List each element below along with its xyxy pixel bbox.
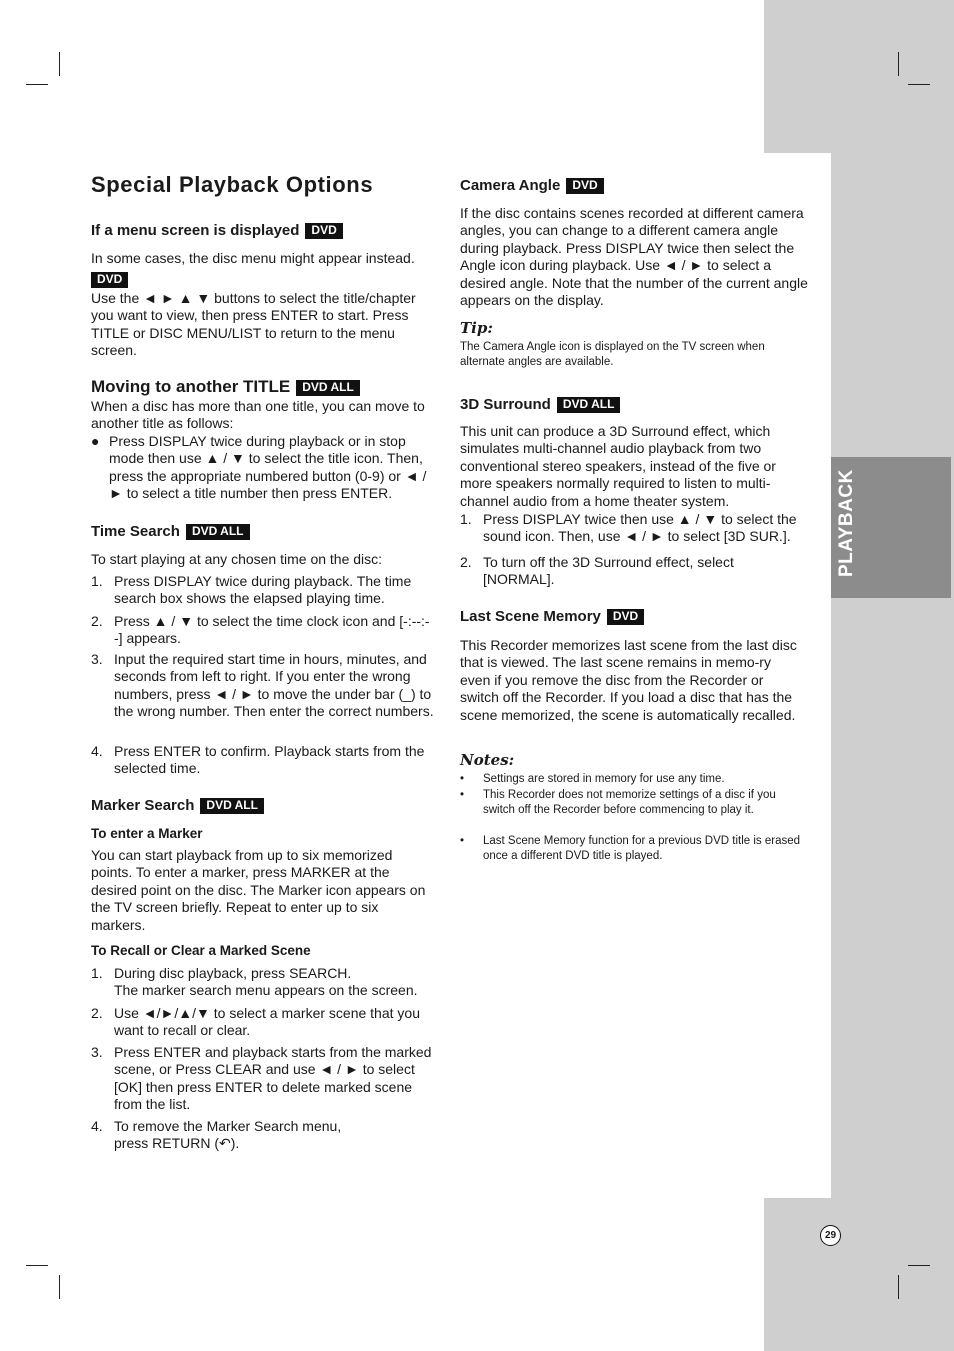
recall-step: 3. Press ENTER and playback starts from the marked scene, or Press CLEAR and use ◄ / ► to select [OK] then press ENTER to delete marked scene from the list. <box>91 1044 432 1113</box>
note-item: • This Recorder does not memorize settings of a disc if you switch off the Recorder before commencing to play it. <box>460 789 776 816</box>
dvd-badge: DVD <box>91 272 128 288</box>
moving-title-heading: Moving to another TITLE DVD ALL <box>91 377 360 397</box>
menu-screen-intro: In some cases, the disc menu might appear instead. <box>91 250 415 266</box>
dvd-badge: DVD <box>566 178 603 194</box>
bullet-icon: ● <box>91 433 100 449</box>
time-search-step: 2. Press ▲ / ▼ to select the time clock icon and [-:--:--] appears. <box>91 613 430 647</box>
crop-mark <box>26 84 48 85</box>
time-search-step: 1. Press DISPLAY twice during playback. The time search box shows the elapsed playing time. <box>91 573 412 607</box>
dvd-badge: DVD <box>305 223 342 239</box>
page-title: Special Playback Options <box>91 172 374 197</box>
surround-step: 1. Press DISPLAY twice then use ▲ / ▼ to select the sound icon. Then, use ◄ / ► to select [3D SUR.]. <box>460 511 797 545</box>
surround-body: This unit can produce a 3D Surround effect, which simulates multi-channel audio playback from two conventional stereo speakers, instead of the five or more speakers normally required to listen to multi-channel audio from a home theater system. <box>460 423 776 509</box>
time-search-heading: Time Search DVD ALL <box>91 523 250 540</box>
section-tab-label: PLAYBACK <box>836 469 857 577</box>
dvd-all-badge: DVD ALL <box>296 380 360 396</box>
dvd-all-badge: DVD ALL <box>200 798 264 814</box>
menu-screen-heading: If a menu screen is displayed DVD <box>91 222 343 239</box>
crop-mark <box>26 1265 48 1266</box>
time-search-step: 4. Press ENTER to confirm. Playback starts from the selected time. <box>91 743 425 777</box>
marker-search-heading: Marker Search DVD ALL <box>91 797 264 814</box>
note-item: • Settings are stored in memory for use any time. <box>460 773 725 785</box>
note-item: • Last Scene Memory function for a previous DVD title is erased once a different DVD title is played. <box>460 835 801 862</box>
time-search-intro: To start playing at any chosen time on the disc: <box>91 551 383 567</box>
camera-angle-heading: Camera Angle DVD <box>460 177 604 194</box>
enter-marker-body: You can start playback from up to six memorized points. To enter a marker, press MARKER at the desired point on the disc. The Marker icon appears on the TV screen briefly. Repeat to enter up to six markers. <box>91 847 426 933</box>
last-scene-heading: Last Scene Memory DVD <box>460 608 644 625</box>
recall-marker-heading: To Recall or Clear a Marked Scene <box>91 943 311 958</box>
tip-label: Tip: <box>460 319 493 337</box>
moving-title-bullet: ● Press DISPLAY twice during playback or in stop mode then use ▲ / ▼ to select the title icon. Then, press the appropriate numbered button (0-9) or ◄ / ► to select a title number then press ENTER. <box>91 433 427 502</box>
side-band-bottom <box>764 1198 954 1351</box>
recall-step: 4. To remove the Marker Search menu, press RETURN (↶). <box>91 1118 342 1152</box>
crop-mark <box>59 52 60 76</box>
bullet-icon: • <box>460 789 465 801</box>
crop-mark <box>898 52 899 76</box>
side-band-middle <box>831 153 954 1198</box>
surround-heading: 3D Surround DVD ALL <box>460 396 620 413</box>
surround-step: 2. To turn off the 3D Surround effect, select [NORMAL]. <box>460 554 734 588</box>
bullet-icon: • <box>460 835 465 847</box>
moving-title-body: When a disc has more than one title, you can move to another title as follows: <box>91 398 425 432</box>
page-number: 29 <box>820 1225 841 1246</box>
crop-mark <box>898 1275 899 1299</box>
enter-marker-heading: To enter a Marker <box>91 826 203 841</box>
menu-screen-body: Use the ◄ ► ▲ ▼ buttons to select the title/chapter you want to view, then press ENTER to start. Press TITLE or DISC MENU/LIST to return to the menu screen. <box>91 290 416 359</box>
crop-mark <box>59 1275 60 1299</box>
tip-text: The Camera Angle icon is displayed on the TV screen when alternate angles are available. <box>460 341 765 368</box>
crop-mark <box>908 84 930 85</box>
notes-label: Notes: <box>460 751 515 769</box>
camera-angle-body: If the disc contains scenes recorded at different camera angles, you can change to a different camera angle during playback. Press DISPLAY twice then select the Angle icon during playback. Use ◄ / ► to select a desired angle. Note that the number of the current angle appears on the display. <box>460 205 808 309</box>
dvd-badge: DVD <box>607 609 644 625</box>
dvd-all-badge: DVD ALL <box>186 524 250 540</box>
recall-step: 1. During disc playback, press SEARCH. The marker search menu appears on the screen. <box>91 965 418 999</box>
dvd-all-badge: DVD ALL <box>557 397 621 413</box>
recall-step: 2. Use ◄/►/▲/▼ to select a marker scene that you want to recall or clear. <box>91 1005 420 1039</box>
bullet-icon: • <box>460 773 465 785</box>
time-search-step: 3. Input the required start time in hours, minutes, and seconds from left to right. If you enter the wrong numbers, press ◄ / ► to move the under bar (_) to the wrong number. Then enter the correct numbers. <box>91 651 434 720</box>
side-band-top <box>764 0 954 153</box>
crop-mark <box>908 1265 930 1266</box>
last-scene-body: This Recorder memorizes last scene from the last disc that is viewed. The last scene remains in memo-ry even if you remove the disc from the Recorder or switch off the Recorder. If you load a disc that has the scene memorized, the scene is automatically recalled. <box>460 637 797 723</box>
